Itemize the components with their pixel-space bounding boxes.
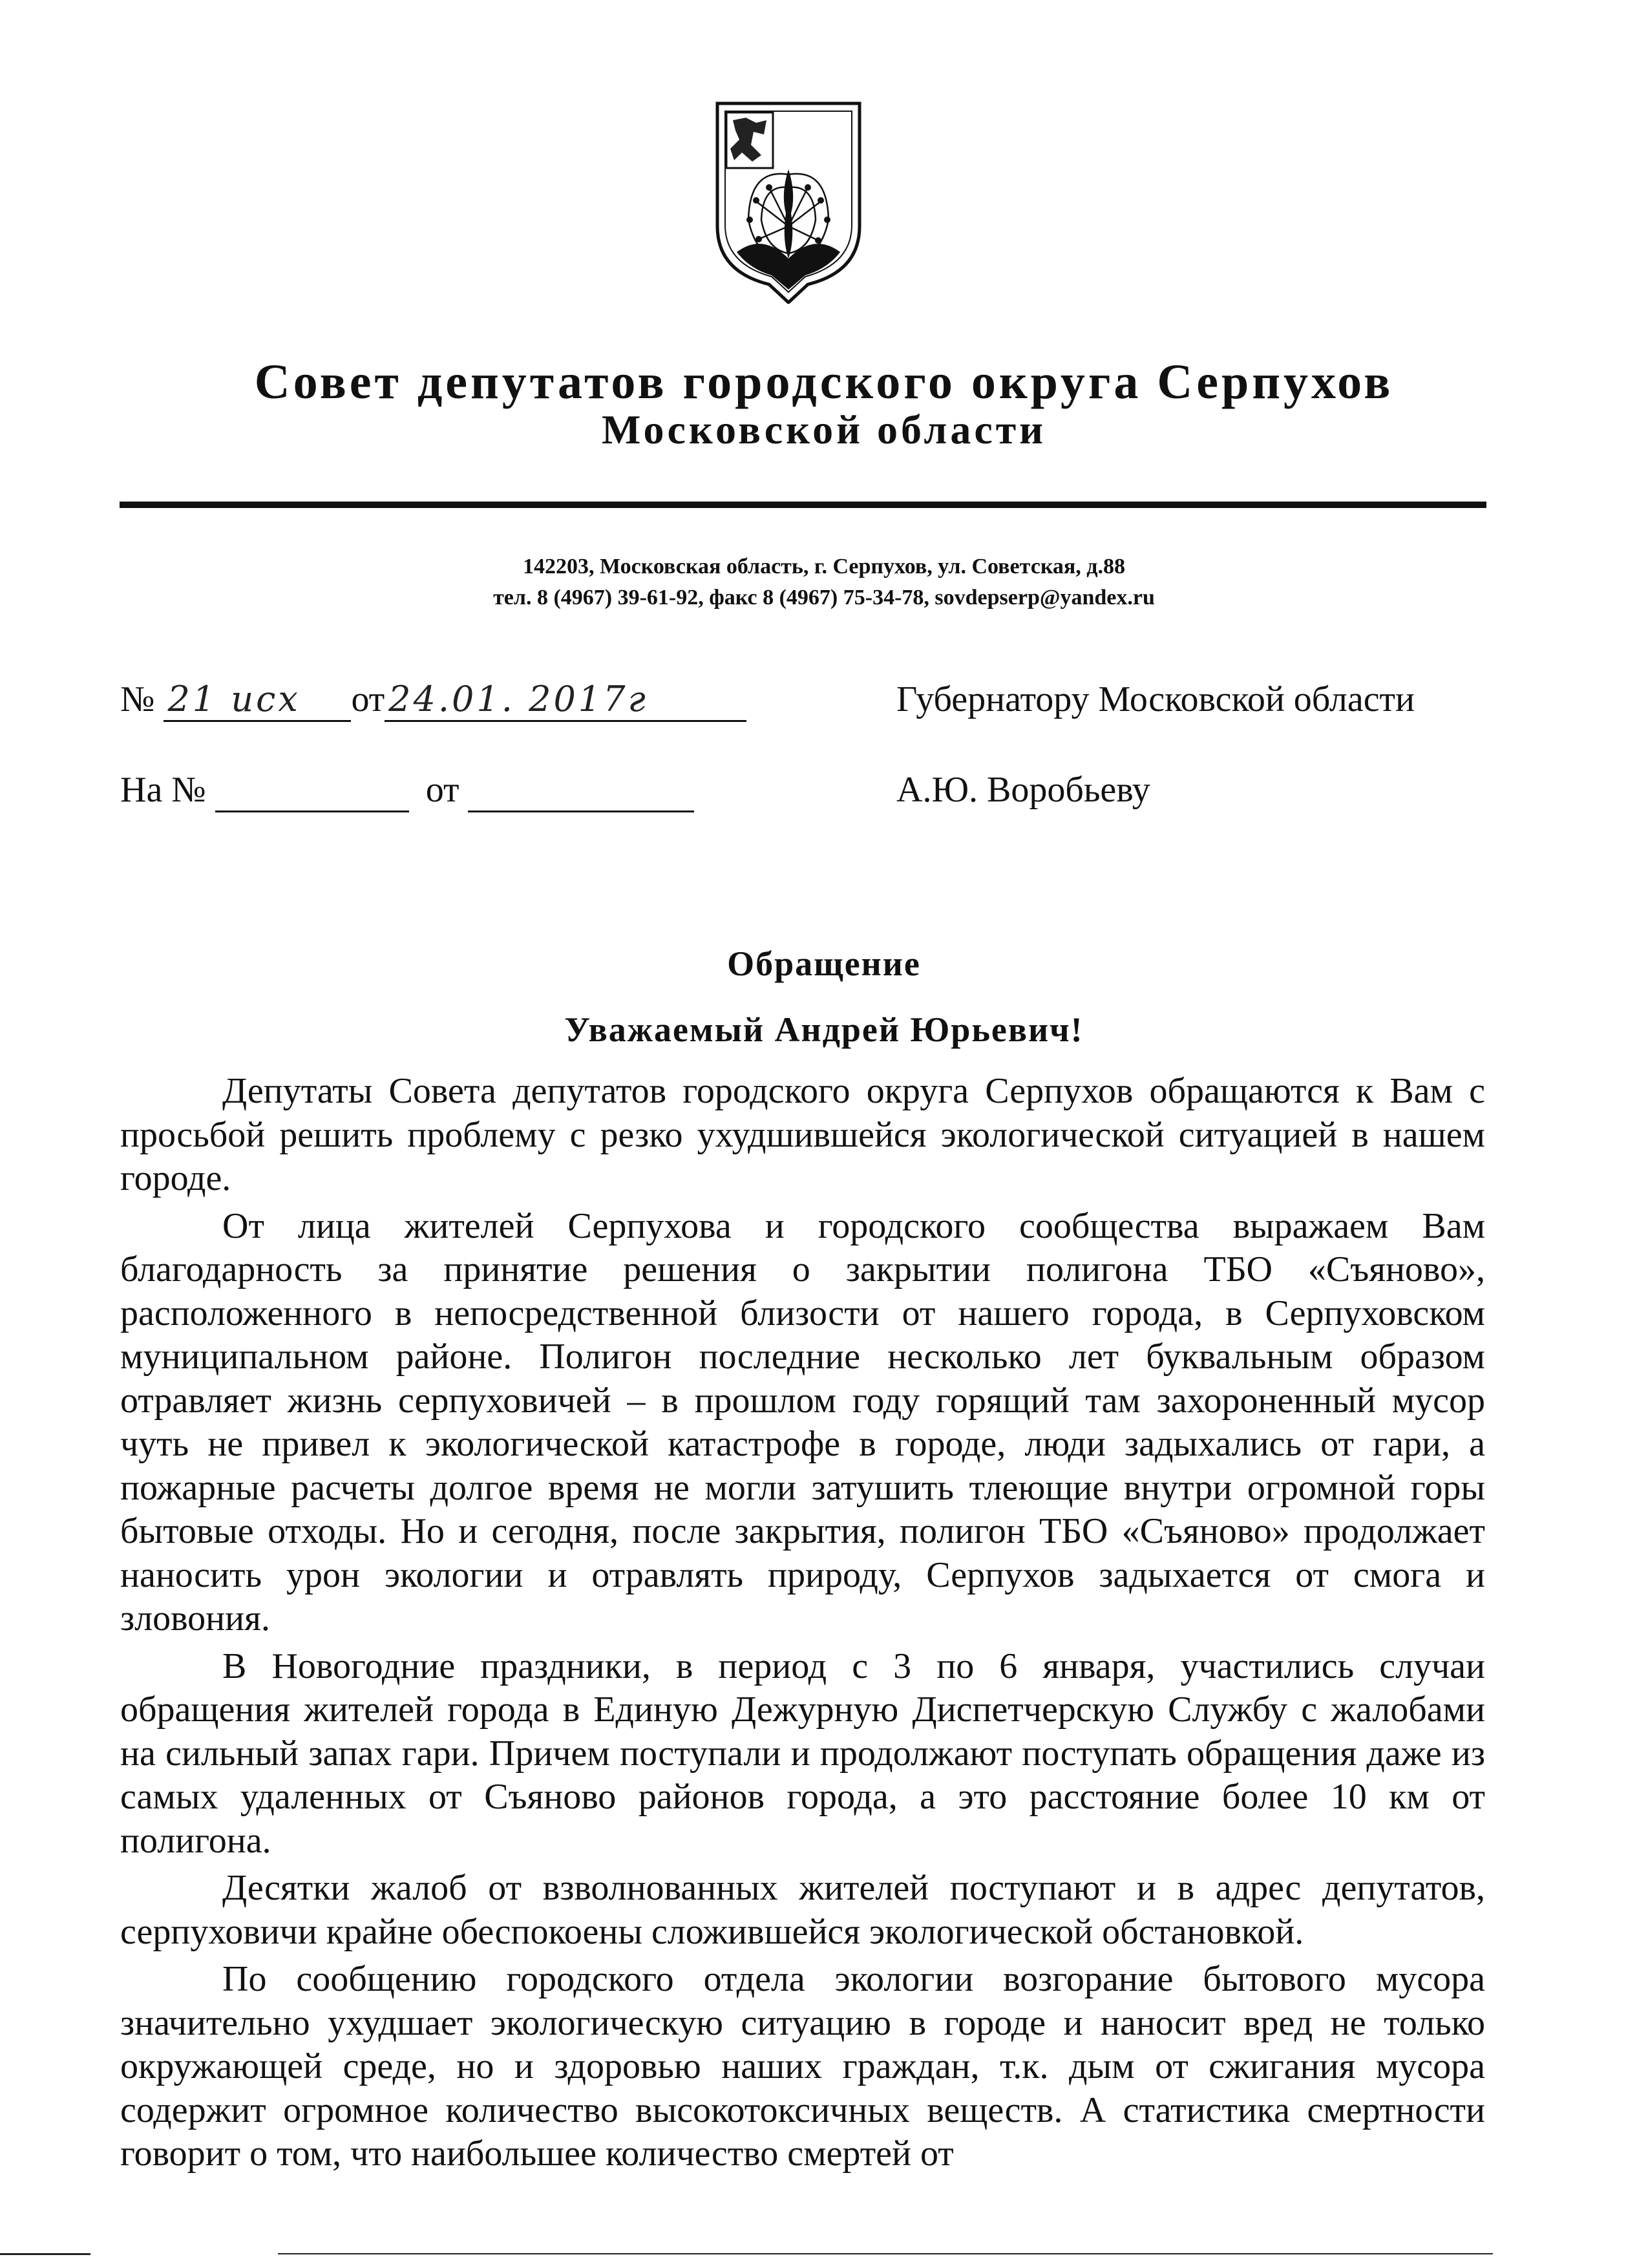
contact-info: тел. 8 (4967) 39-61-92, факс 8 (4967) 75-34-78, sovdepserp@yandex.ru — [493, 586, 1155, 609]
outgoing-number-line — [120, 679, 746, 722]
paragraph: Депутаты Совета депутатов городского округа Серпухов обращаются к Вам с просьбой решить проблему с резко ухудшившейся экологической ситуацией в нашем городе. — [120, 1071, 1485, 1198]
number-label: № — [120, 679, 155, 719]
postal-address: 142203, Московская область, г. Серпухов, ул. Советская, д.88 — [522, 555, 1125, 578]
reply-to-line — [120, 769, 694, 812]
reply-date-field — [468, 769, 694, 812]
addressee-position: Губернатору Московской области — [896, 679, 1415, 719]
reply-number-field — [215, 769, 409, 812]
header-divider — [120, 502, 1486, 508]
addressee-name: А.Ю. Воробьеву — [896, 770, 1150, 810]
handwritten-date: 24.01. 2017г — [388, 679, 648, 719]
paragraph: По сообщению городского отдела экологии возгорание бытового мусора значительно ухудшает экологическую ситуацию в городе и наносит вред не только окружающей среде, но и здоровью наших граждан, т.к. дым от сжигания мусора содержит огромное количество высокотоксичных веществ. А статистика смертности говорит о том, что наибольшее количество смертей от — [120, 1959, 1485, 2174]
letter-body — [120, 1070, 1485, 2176]
paragraph: Десятки жалоб от взволнованных жителей поступают и в адрес депутатов, серпуховичи крайне обеспокоены сложившейся экологической обстановкой. — [120, 1868, 1485, 1952]
date-field — [385, 679, 746, 722]
document-heading: Обращение — [727, 944, 921, 983]
salutation: Уважаемый Андрей Юрьевич! — [564, 1010, 1084, 1049]
organization-title: Совет депутатов городского округа Серпухов — [254, 355, 1394, 409]
reply-from-label: от — [425, 770, 460, 810]
paragraph: В Новогодние праздники, в период с 3 по 6 января, участились случаи обращения жителей города в Единую Дежурную Диспетчерскую Службу с жалобами на сильный запах гари. Причем поступали и продолжают поступать обращения даже из самых удаленных от Съяново районов города, а это расстояние более 10 км от полигона. — [120, 1646, 1485, 1861]
date-from-label: от — [351, 679, 385, 719]
coat-of-arms-icon — [711, 97, 866, 304]
bottom-edge-line — [0, 2253, 90, 2255]
organization-region: Московской области — [601, 407, 1047, 452]
paragraph: От лица жителей Серпухова и городского сообщества выражаем Вам благодарность за принятие решения о закрытии полигона ТБО «Съяново», расположенного в непосредственной близости от нашего города, в Серпуховском муниципальном районе. Полигон последние несколько лет буквальным образом отравляет жизнь серпуховичей – в прошлом году горящий там захороненный мусор чуть не привел к экологической катастрофе в городе, люди задыхались от гари, а пожарные расчеты долгое время не могли затушить тлеющие внутри огромной горы бытовые отходы. Но и сегодня, после закрытия, полигон ТБО «Съяново» продолжает наносить урон экологии и отравлять природу, Серпухов задыхается от смога и зловония. — [120, 1205, 1485, 1638]
handwritten-number: 21 исх — [167, 679, 301, 719]
number-field — [164, 679, 351, 722]
reply-number-label: На № — [120, 770, 206, 810]
bottom-edge-line — [278, 2253, 1493, 2254]
